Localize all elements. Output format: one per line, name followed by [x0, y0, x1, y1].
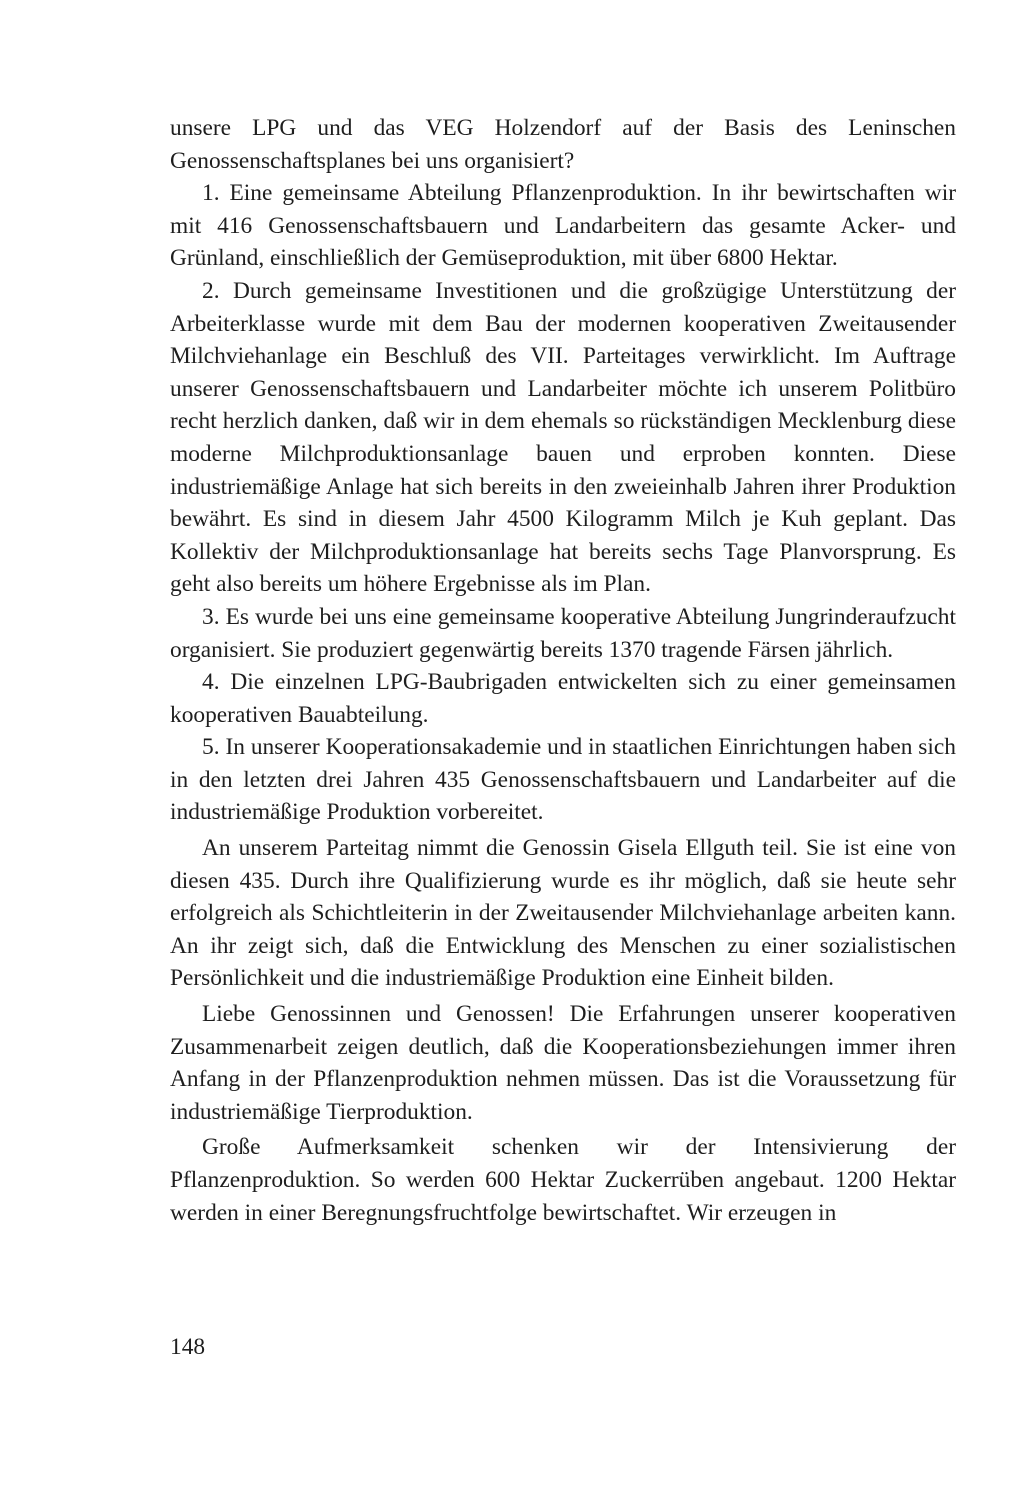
- paragraph-item-4: 4. Die einzelnen LPG-Baubrigaden entwickelten sich zu einer gemeinsamen kooperativen Bauabteilung.: [170, 669, 956, 728]
- paragraph-item-1: 1. Eine gemeinsame Abteilung Pflanzenproduktion. In ihr bewirtschaften wir mit 416 Genossenschaftsbauern und Landarbeitern das gesamte Acker- und Grünland, einschließlich der Gemüseproduktion, mit über 6800 Hektar.: [170, 180, 956, 272]
- paragraph-gisela-ellguth: An unserem Parteitag nimmt die Genossin Gisela Ellguth teil. Sie ist eine von diesen 435. Durch ihre Qualifizierung wurde es ihr möglich, daß sie heute sehr erfolgreich als Schichtleiterin in der Zweitausender Milchviehanlage arbeiten kann. An ihr zeigt sich, daß die Entwicklung des Menschen zu einer sozialistischen Persönlichkeit und die industriemäßige Produktion eine Einheit bilden.: [170, 835, 956, 992]
- page-number: 148: [170, 1334, 206, 1360]
- paragraph-item-5: 5. In unserer Kooperationsakademie und in staatlichen Einrichtungen haben sich in den letzten drei Jahren 435 Genossenschaftsbauern und Landarbeiter auf die industriemäßige Produktion vorbereitet.: [170, 734, 956, 826]
- paragraph-pflanzenproduktion: Große Aufmerksamkeit schenken wir der Intensivierung der Pflanzenproduktion. So werden 600 Hektar Zuckerrüben angebaut. 1200 Hektar werden in einer Beregnungsfruchtfolge bewirtschaftet. Wir erzeugen in: [170, 1134, 956, 1226]
- body-text: [170, 112, 956, 1229]
- paragraph-liebe-genossinnen: Liebe Genossinnen und Genossen! Die Erfahrungen unserer kooperativen Zusammenarbeit zeigen deutlich, daß die Kooperationsbeziehungen immer ihren Anfang in der Pflanzenproduktion nehmen müssen. Das ist die Voraussetzung für industriemäßige Tierproduktion.: [170, 1001, 956, 1125]
- paragraph-item-2: 2. Durch gemeinsame Investitionen und die großzügige Unterstützung der Arbeiterklasse wurde mit dem Bau der modernen kooperativen Zweitausender Milchviehanlage ein Beschluß des VII. Parteitages verwirklicht. Im Auftrage unserer Genossenschaftsbauern und Landarbeiter möchte ich unserem Politbüro recht herzlich danken, daß wir in dem ehemals so rückständigen Mecklenburg diese moderne Milchproduktionsanlage bauen und erproben konnten. Diese industriemäßige Anlage hat sich bereits in den zweieinhalb Jahren ihrer Produktion bewährt. Es sind in diesem Jahr 4500 Kilogramm Milch je Kuh geplant. Das Kollektiv der Milchproduktionsanlage hat bereits sechs Tage Planvorsprung. Es geht also bereits um höhere Ergebnisse als im Plan.: [170, 277, 956, 598]
- paragraph-item-3: 3. Es wurde bei uns eine gemeinsame kooperative Abteilung Jungrinderaufzucht organisiert. Sie produziert gegenwärtig bereits 1370 tragende Färsen jährlich.: [170, 603, 956, 663]
- paragraph-continuation: unsere LPG und das VEG Holzendorf auf der Basis des Leninschen Genossenschaftsplanes bei uns organisiert?: [170, 115, 956, 174]
